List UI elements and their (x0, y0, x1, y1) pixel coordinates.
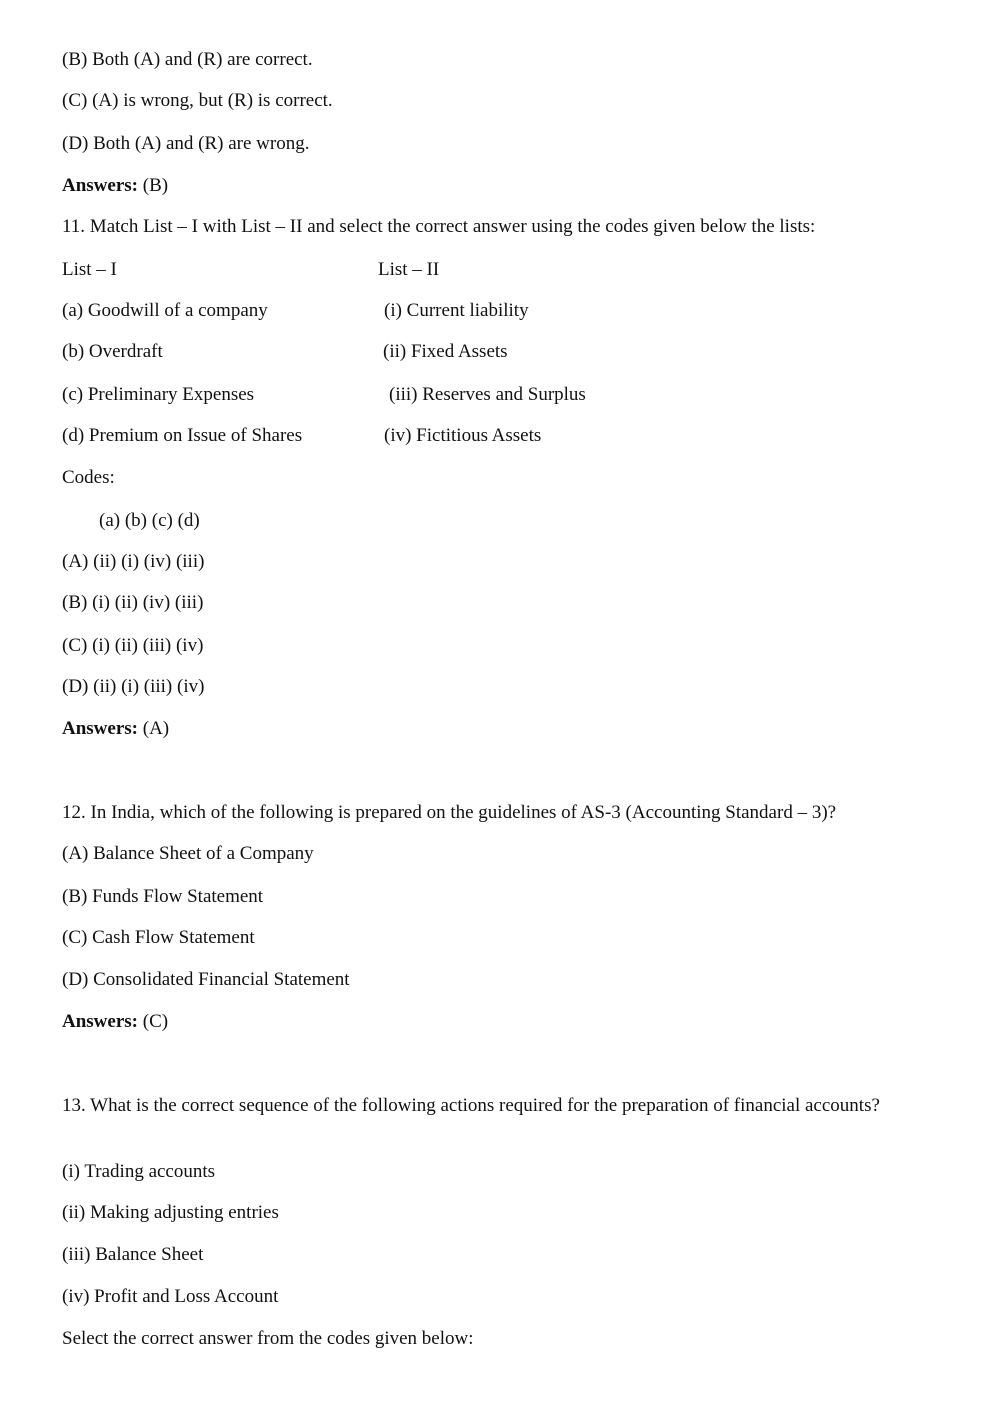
q12-answer-value: (C) (142, 1011, 169, 1032)
q12-option-c: (C) Cash Flow Statement (62, 927, 255, 948)
q11-option-a: (A) (ii) (i) (iv) (iii) (62, 551, 205, 572)
q11-list2-item-i: (i) Current liability (384, 300, 529, 321)
q10-option-b: (B) Both (A) and (R) are correct. (62, 49, 313, 70)
q11-list2-item-iv: (iv) Fictitious Assets (384, 425, 542, 446)
q12-option-d: (D) Consolidated Financial Statement (62, 969, 350, 990)
q11-list2-header: List – II (378, 259, 440, 280)
q13-instruction: Select the correct answer from the codes given below: (62, 1328, 474, 1349)
q11-answer-value: (A) (142, 718, 170, 739)
q11-list2-item-ii: (ii) Fixed Assets (383, 341, 508, 362)
q10-option-c: (C) (A) is wrong, but (R) is correct. (62, 90, 333, 111)
q12-option-a: (A) Balance Sheet of a Company (62, 843, 314, 864)
q13-item-i: (i) Trading accounts (62, 1161, 216, 1182)
q11-option-d: (D) (ii) (i) (iii) (iv) (62, 676, 205, 697)
q11-question: 11. Match List – I with List – II and select the correct answer using the codes given below the lists: (62, 216, 816, 237)
q11-option-c: (C) (i) (ii) (iii) (iv) (62, 635, 204, 656)
q10-answer-value: (B) (142, 175, 169, 196)
q11-answer (62, 718, 169, 740)
q10-answer (62, 175, 168, 197)
q11-list1-item-a: (a) Goodwill of a company (62, 300, 268, 321)
q11-list1-item-b: (b) Overdraft (62, 341, 163, 362)
q13-item-ii: (ii) Making adjusting entries (62, 1202, 279, 1223)
q13-item-iii: (iii) Balance Sheet (62, 1244, 204, 1265)
q11-option-b: (B) (i) (ii) (iv) (iii) (62, 592, 204, 613)
q11-list1-item-c: (c) Preliminary Expenses (62, 384, 255, 405)
q10-option-d: (D) Both (A) and (R) are wrong. (62, 133, 310, 154)
q12-answer-label: Answers: (62, 1011, 138, 1032)
q13-question: 13. What is the correct sequence of the following actions required for the preparation of financial accounts? (62, 1095, 880, 1116)
q11-list2-item-iii: (iii) Reserves and Surplus (389, 384, 586, 405)
q11-answer-label: Answers: (62, 718, 138, 739)
q12-option-b: (B) Funds Flow Statement (62, 886, 264, 907)
q13-item-iv: (iv) Profit and Loss Account (62, 1286, 279, 1307)
q11-list1-item-d: (d) Premium on Issue of Shares (62, 425, 303, 446)
q12-question: 12. In India, which of the following is prepared on the guidelines of AS-3 (Accounting Standard – 3)? (62, 802, 837, 823)
q10-answer-label: Answers: (62, 175, 138, 196)
q11-codes-header: (a) (b) (c) (d) (99, 510, 200, 531)
q11-codes-label: Codes: (62, 467, 115, 488)
q11-list1-header: List – I (62, 259, 117, 280)
q12-answer (62, 1011, 168, 1033)
